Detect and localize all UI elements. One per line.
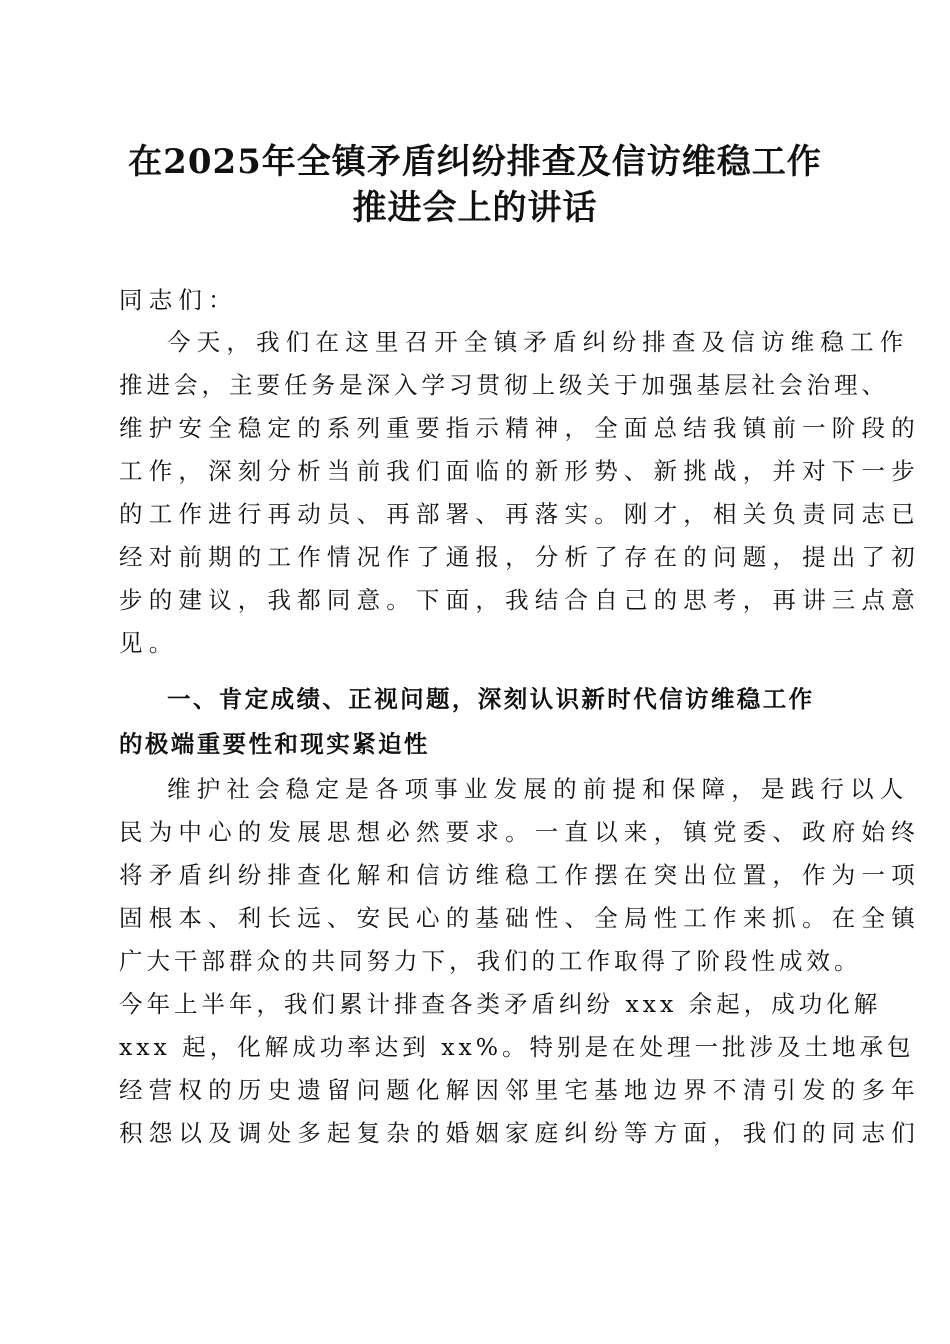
paragraph-2-line: 固根本、利长远、安民心的基础性、全局性工作来抓。在全镇 [119,904,921,932]
paragraph-1-line: 经对前期的工作情况作了通报，分析了存在的问题，提出了初 [119,543,921,571]
paragraph-2-line: 积怨以及调处多起复杂的婚姻家庭纠纷等方面，我们的同志们 [119,1119,921,1147]
salutation: 同志们： [119,286,238,314]
paragraph-1-line: 工作，深刻分析当前我们面临的新形势、新挑战，并对下一步 [119,457,921,485]
paragraph-2-line: 民为中心的发展思想必然要求。一直以来，镇党委、政府始终 [119,818,921,846]
paragraph-2-line: 广大干部群众的共同努力下，我们的工作取得了阶段性成效。 [119,947,862,975]
document-title-line-2: 推进会上的讲话 [352,188,598,228]
paragraph-1-line: 维护安全稳定的系列重要指示精神，全面总结我镇前一阶段的 [119,414,921,442]
paragraph-2-line: 今年上半年，我们累计排查各类矛盾纠纷 xxx 余起，成功化解 [119,990,882,1018]
paragraph-1-line: 今天，我们在这里召开全镇矛盾纠纷排查及信访维稳工作 [167,328,910,356]
paragraph-1-line: 推进会，主要任务是深入学习贯彻上级关于加强基层社会治理、 [119,371,889,399]
section-heading-1-line: 的极端重要性和现实紧迫性 [119,730,430,758]
paragraph-1-line: 见。 [119,629,179,657]
paragraph-1-line: 的工作进行再动员、再部署、再落实。刚才，相关负责同志已 [119,500,921,528]
paragraph-2-line: 将矛盾纠纷排查化解和信访维稳工作摆在突出位置，作为一项 [119,861,921,889]
document-title-line-1: 在2025年全镇矛盾纠纷排查及信访维稳工作 [128,142,822,182]
paragraph-1-line: 步的建议，我都同意。下面，我结合自己的思考，再讲三点意 [119,586,921,614]
paragraph-2-line: xxx 起，化解成功率达到 xx%。特别是在处理一批涉及土地承包 [119,1033,915,1061]
paragraph-2-line: 维护社会稳定是各项事业发展的前提和保障，是践行以人 [167,775,910,803]
paragraph-2-line: 经营权的历史遗留问题化解因邻里宅基地边界不清引发的多年 [119,1076,921,1104]
section-heading-1-line: 一、肯定成绩、正视问题，深刻认识新时代信访维稳工作 [167,685,815,713]
